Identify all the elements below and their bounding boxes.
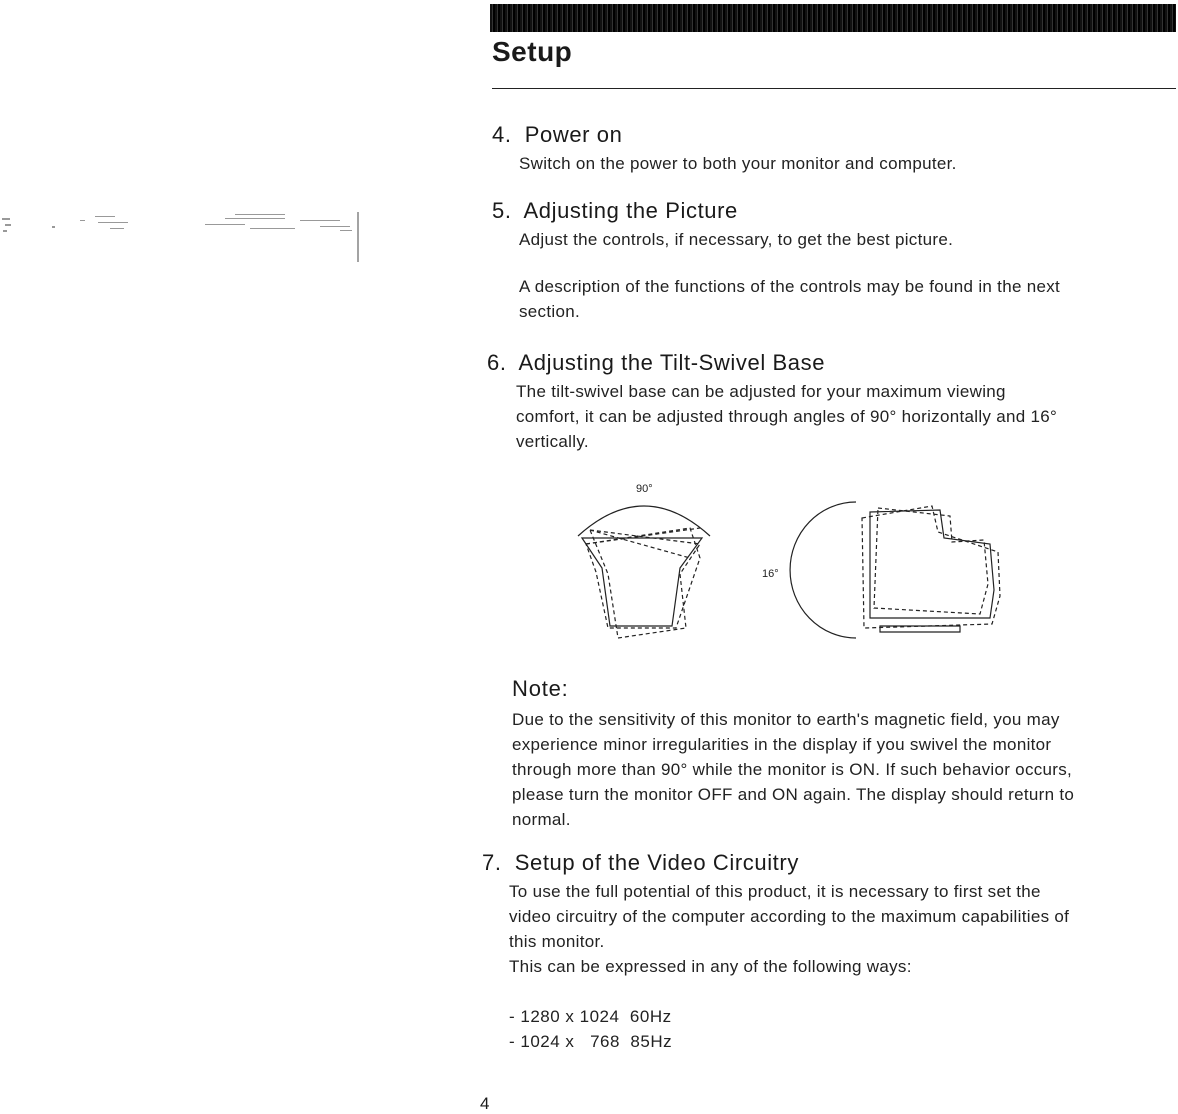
monitor-side-outline xyxy=(870,510,994,618)
tilt-swivel-diagram xyxy=(560,478,1020,658)
section-heading xyxy=(492,122,1119,148)
section-body xyxy=(509,879,1079,1054)
note-text: Due to the sensitivity of this monitor to earth's magnetic field, you may experience minor irregularities in the display if you swivel the monitor through more than 90° while the monitor is ON. If such behavior occurs, please turn the monitor OFF and ON again. The display should return to normal. xyxy=(512,710,1075,829)
section-title: Power on xyxy=(524,122,623,147)
paragraph: Switch on the power to both your monitor and computer. xyxy=(519,154,957,173)
note-block xyxy=(512,676,1110,832)
section-body xyxy=(519,227,1109,324)
note-heading: Note: xyxy=(512,676,569,701)
section-body xyxy=(519,151,1119,176)
paragraph: The tilt-swivel base can be adjusted for your maximum viewing comfort, it can be adjusted through angles of 90° horizontally and 16° vertically. xyxy=(516,382,1058,451)
page-number: 4 xyxy=(480,1094,490,1113)
spec-item: - 1280 x 1024 60Hz xyxy=(509,1007,672,1026)
section-adjusting-picture xyxy=(492,198,1109,324)
scan-artifact xyxy=(0,200,370,270)
section-number: 4. xyxy=(492,122,512,147)
section-title: Adjusting the Tilt-Swivel Base xyxy=(518,350,826,375)
monitor-base xyxy=(880,626,960,632)
section-power-on xyxy=(492,122,1119,176)
monitor-swivel-ghosts xyxy=(586,528,700,638)
paragraph: To use the full potential of this product, it is necessary to first set the video circuitry of the computer according to the maximum capabilities of this monitor. xyxy=(509,882,1070,951)
section-heading xyxy=(487,350,1061,376)
section-tilt-swivel xyxy=(487,350,1061,454)
tilt-angle-label: 16° xyxy=(762,568,779,580)
swivel-angle-label: 90° xyxy=(636,483,653,495)
tilt-swivel-figure xyxy=(560,478,1020,663)
section-title: Setup of the Video Circuitry xyxy=(514,850,799,875)
section-number: 7. xyxy=(482,850,502,875)
section-heading xyxy=(482,850,1079,876)
paragraph: A description of the functions of the controls may be found in the next section. xyxy=(519,277,1061,321)
paragraph: Adjust the controls, if necessary, to get the best picture. xyxy=(519,230,954,249)
section-title: Adjusting the Picture xyxy=(523,198,738,223)
paragraph: This can be expressed in any of the following ways: xyxy=(509,957,912,976)
section-video-circuitry xyxy=(482,850,1079,1054)
monitor-tilt-ghosts xyxy=(862,506,1000,628)
section-body xyxy=(516,379,1061,454)
section-number: 5. xyxy=(492,198,512,223)
spec-list xyxy=(509,1004,1079,1054)
header-bar xyxy=(490,4,1176,32)
section-heading xyxy=(492,198,1109,224)
tilt-arc xyxy=(790,502,856,638)
title-divider xyxy=(492,88,1176,89)
section-number: 6. xyxy=(487,350,507,375)
page-title: Setup xyxy=(492,36,573,67)
spec-item: - 1024 x 768 85Hz xyxy=(509,1032,673,1051)
